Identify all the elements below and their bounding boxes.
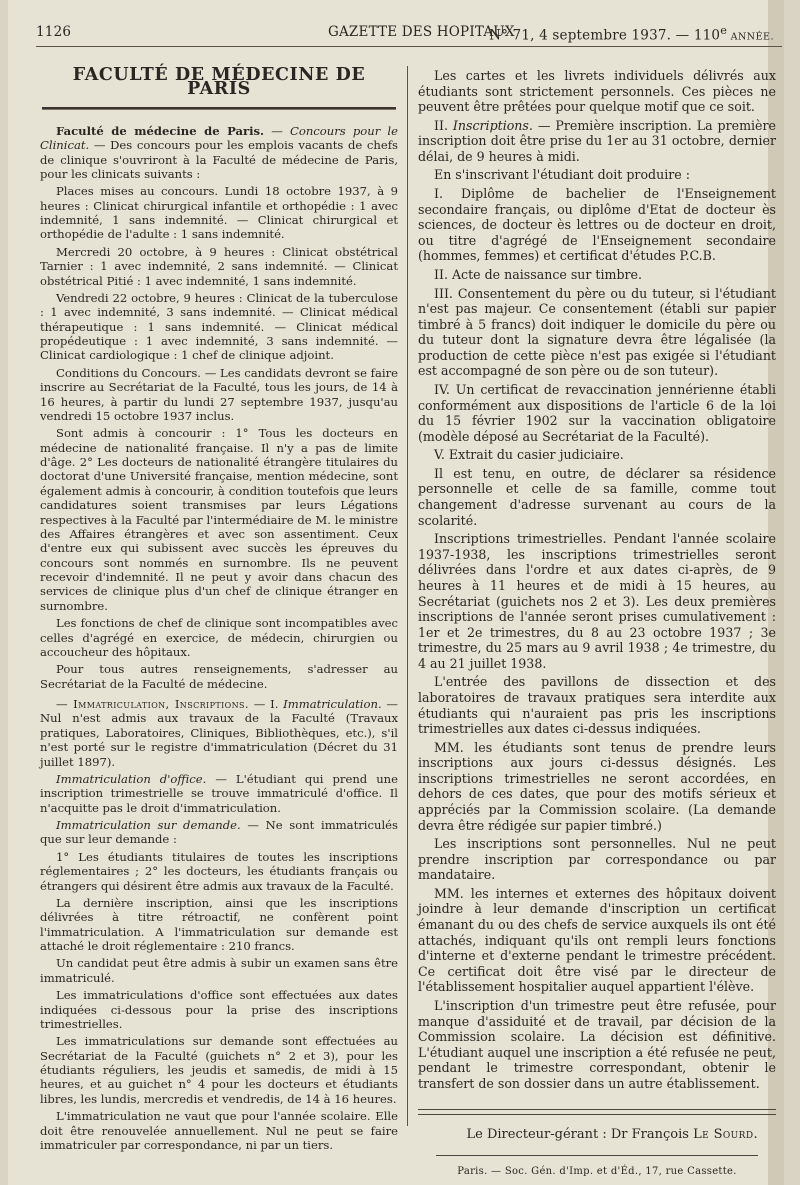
paragraph: Pour tous autres renseignements, s'adresser au Secrétariat de la Faculté de médecine.: [40, 662, 398, 691]
paragraph: MM. les étudiants sont tenus de prendre leurs inscriptions aux jours ci-dessus désignés. Les inscriptions trimestrielles ne seront accordées, en dehors de ces dates, que pour des motifs sérieux et appréciés par la Commission scolaire. (La demande devra être rédigée sur papier timbré.): [418, 739, 776, 833]
paragraph: III. Consentement du père ou du tuteur, si l'étudiant n'est pas majeur. Ce consentement (établi sur papier timbré à 5 francs) doit indiquer le domicile du père ou du tuteur dont la signature devra être légalisée (la production de cette pièce n'est pas exigée si l'étudiant est accompagné de son père ou de son tuteur).: [418, 285, 776, 379]
footer-rule: [436, 1155, 758, 1156]
paragraph: L'immatriculation ne vaut que pour l'année scolaire. Elle doit être renouvelée annuellement. Nul ne peut se faire immatriculer par correspondance, ni par un tiers.: [40, 1109, 398, 1152]
printer-imprint: Paris. — Soc. Gén. d'Imp. et d'Éd., 17, rue Cassette.: [457, 1166, 737, 1177]
left-column: [40, 64, 398, 1155]
paragraph: [418, 118, 776, 165]
right-column: [418, 68, 776, 1180]
newspaper-page: [8, 0, 784, 1185]
issue-annee: ANNÉE.: [727, 31, 774, 43]
paragraph: Sont admis à concourir : 1° Tous les docteurs en médecine de nationalité française. Il n'y a pas de limite d'âge. 2° Les docteurs de nationalité étrangère titulaires du doctorat d'une Université française, mention médecine, sont également admis à concourir, à condition toutefois que leurs candidatures soient transmises par leurs Légations respectives à la Faculté par l'intermédiaire de M. le ministre des Affaires étrangères et avec son assentiment. Ceux d'entre eux qui subissent avec succès les épreuves du concours sont nommés en surnombre. Ils ne peuvent recevoir d'indemnité. Il ne peut y avoir dans chacun des services de clinique plus d'un chef de clinique étranger en surnombre.: [40, 426, 398, 613]
column-divider: [407, 66, 408, 1126]
double-rule: [418, 1109, 776, 1115]
paragraph: Mercredi 20 octobre, à 9 heures : Clinicat obstétrical Tarnier : 1 avec indemnité, 2 sans indemnité. — Clinicat obstétrical Pitié : 1 avec indemnité, 1 sans indemnité.: [40, 244, 398, 288]
issue-number-date: N° 71, 4 septembre 1937. — 110: [489, 27, 721, 44]
paragraph: Places mises au concours. Lundi 18 octobre 1937, à 9 heures : Clinicat chirurgical infantile et orthopédie : 1 avec indemnité, 1 sans indemnité. — Clinicat chirurgical et orthopédie de l'adulte : 1 sans indemnité.: [40, 184, 398, 242]
paragraph: I. Diplôme de bachelier de l'Enseignement secondaire français, ou diplôme d'Etat de docteur ès sciences, de docteur ès lettres ou de docteur en droit, ou titre d'agrégé de l'Enseignement secondaire (hommes, femmes) et certificat d'études P.C.B.: [418, 186, 776, 264]
paragraph: L'inscription d'un trimestre peut être refusée, pour manque d'assiduité et de travail, par décision de la Commission scolaire. La décision est définitive. L'étudiant auquel une inscription a été refusée ne peut, pendant le trimestre correspondant, obtenir le transfert de son dossier dans un autre établissement.: [418, 997, 776, 1091]
dash: —: [264, 123, 290, 138]
page-number: 1126: [36, 24, 72, 40]
paragraph: Un candidat peut être admis à subir un examen sans être immatriculé.: [40, 956, 398, 985]
paragraph: Les inscriptions sont personnelles. Nul ne peut prendre inscription par correspondance ou par mandataire.: [418, 836, 776, 883]
running-header: [36, 24, 778, 46]
issue-sup: e: [720, 24, 728, 37]
section-title: FACULTÉ DE MÉDECINE DE PARIS: [72, 65, 366, 100]
title-rule: [42, 107, 396, 110]
text: — Première inscription. La première inscription doit être prise du 1er au 31 octobre, dernier délai, de 9 heures à midi.: [418, 117, 776, 164]
paragraph: Conditions du Concours. — Les candidats devront se faire inscrire au Secrétariat de la Faculté, tous les jours, de 14 à 16 heures, à partir du lundi 27 septembre 1937, jusqu'au vendredi 15 octobre 1937 inclus.: [40, 365, 398, 423]
paragraph: [40, 772, 398, 815]
paragraph: [40, 124, 398, 182]
paragraph: Inscriptions trimestrielles. Pendant l'année scolaire 1937-1938, les inscriptions trimestrielles seront délivrées dans l'ordre et aux dates ci-après, de 9 heures à 11 heures et de midi à 15 heures, au Secrétariat (guichets nos 2 et 3). Les deux premières inscriptions de l'année seront prises cumulativement : 1er et 2e trimestres, du 8 au 23 octobre 1937 ; 3e trimestre, du 25 mars au 9 avril 1938 ; 4e trimestre, du 4 au 21 juillet 1938.: [418, 531, 776, 671]
text: — Ne sont immatriculés que sur leur demande :: [40, 818, 398, 847]
text: II.: [434, 117, 453, 133]
italic-text: Immatriculation.: [283, 697, 382, 711]
italic-text: Concours pour le Clinicat.: [40, 123, 398, 153]
text: — I.: [248, 697, 284, 711]
smallcaps-heading: — Immatriculation, Inscriptions.: [56, 697, 249, 711]
paragraph: MM. les internes et externes des hôpitaux doivent joindre à leur demande d'inscription un certificat émanant du ou des chefs de service auxquels ils ont été attachés, indiquant qu'ils ont rempli leurs fonctions d'interne et d'externe pendant le trimestre précédent. Ce certificat doit être visé par le directeur de l'établissement hospitalier auquel appartient l'élève.: [418, 885, 776, 995]
issue-info: [489, 24, 774, 44]
paragraph: Les immatriculations d'office sont effectuées aux dates indiquées ci-dessous pour la prise des inscriptions trimestrielles.: [40, 988, 398, 1031]
paragraph: En s'inscrivant l'étudiant doit produire :: [434, 167, 690, 183]
paragraph: Il est tenu, en outre, de déclarer sa résidence personnelle et celle de sa famille, comme tout changement d'adresse survenant au cours de la scolarité.: [418, 465, 776, 528]
paragraph: [40, 818, 398, 847]
paragraph: [40, 697, 398, 769]
italic-text: Immatriculation d'office.: [56, 771, 207, 786]
italic-text: Immatriculation sur demande.: [56, 818, 241, 832]
text: — Des concours pour les emplois vacants de chefs de clinique s'ouvriront à la Faculté de médecine de Paris, pour les clinicats suivants :: [40, 138, 398, 181]
paragraph: II. Acte de naissance sur timbre.: [434, 266, 643, 282]
paragraph: V. Extrait du casier judiciaire.: [434, 447, 624, 463]
paragraph: Les fonctions de chef de clinique sont incompatibles avec celles d'agrégé en exercice, de médecin, chirurgien ou accoucheur des hôpitaux.: [40, 616, 398, 659]
header-rule: [36, 46, 782, 47]
signature-line: [418, 1127, 776, 1143]
paragraph: Les cartes et les livrets individuels délivrés aux étudiants sont strictement personnels. Ces pièces ne peuvent être prêtées pour quelque motif que ce soit.: [418, 68, 776, 115]
italic-text: Inscriptions.: [452, 117, 533, 133]
text: — L'étudiant qui prend une inscription trimestrielle se trouve immatriculé d'office. Il n'acquitte pas le droit d'immatriculation.: [40, 771, 398, 815]
lead-text: Faculté de médecine de Paris.: [56, 123, 265, 138]
paragraph: La dernière inscription, ainsi que les inscriptions délivrées à titre rétroactif, ne confèrent point l'immatriculation. A l'immatriculation sur demande est attaché le droit réglementaire : 210 francs.: [40, 895, 398, 953]
journal-title: GAZETTE DES HOPITAUX: [328, 24, 515, 40]
paragraph: L'entrée des pavillons de dissection et des laboratoires de travaux pratiques sera interdite aux étudiants qui n'auraient pas pris les inscriptions trimestrielles aux dates ci-dessus indiquées.: [418, 674, 776, 737]
paragraph: Les immatriculations sur demande sont effectuées au Secrétariat de la Faculté (guichets n° 2 et 3), pour les étudiants réguliers, les jeudis et samedis, de midi à 15 heures, et au guichet n° 4 pour les docteurs et étudiants libres, les lundis, mercredis et vendredis, de 14 à 16 heures.: [40, 1034, 398, 1106]
paragraph: IV. Un certificat de revaccination jennérienne établi conformément aux dispositions de l'article 6 de la loi du 15 février 1902 sur la vaccination obligatoire (modèle déposé au Secrétariat de la Faculté).: [418, 381, 776, 444]
paragraph: 1° Les étudiants titulaires de toutes les inscriptions réglementaires ; 2° les docteurs, les étudiants français ou étrangers qui désirent être admis aux travaux de la Faculté.: [40, 849, 398, 893]
paragraph: Vendredi 22 octobre, 9 heures : Clinicat de la tuberculose : 1 avec indemnité, 3 sans indemnité. — Clinicat médical thérapeutique : 1 sans indemnité. — Clinicat médical propédeutique : 1 avec indemnité, 3 sans indemnité. — Clinicat cardiologique : 1 chef de clinique adjoint.: [40, 290, 398, 363]
signature-prefix: Le Directeur-gérant : Dr François: [466, 1127, 694, 1143]
signature-name: Le Sourd.: [693, 1127, 758, 1143]
text: — Nul n'est admis aux travaux de la Faculté (Travaux pratiques, Laboratoires, Cliniques, Bibliothèques, etc.), s'il n'est porté sur le registre d'immatriculation (Décret du 31 juillet 1897).: [40, 697, 399, 769]
